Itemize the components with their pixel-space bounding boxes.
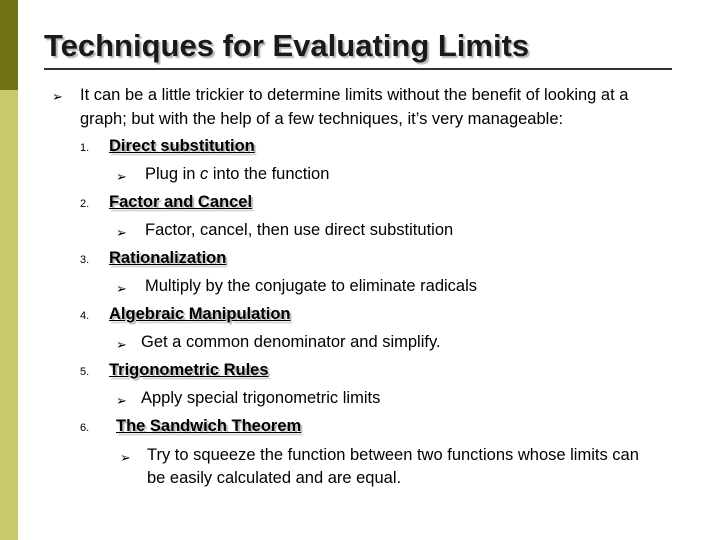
technique-direct-substitution: Direct substitution	[109, 137, 255, 155]
item-number: 5.	[80, 366, 90, 378]
arrow-bullet-icon: ➢	[116, 281, 127, 296]
technique-detail: Plug in c into the function	[145, 165, 330, 183]
item-number: 4.	[80, 310, 90, 322]
technique-trigonometric-rules: Trigonometric Rules	[109, 361, 269, 379]
technique-detail: Apply special trigonometric limits	[141, 389, 381, 407]
technique-algebraic-manipulation: Algebraic Manipulation	[109, 305, 291, 323]
accent-bar-bottom	[0, 90, 18, 540]
technique-factor-and-cancel: Factor and Cancel	[109, 193, 253, 211]
item-number: 6.	[80, 422, 90, 434]
technique-detail-line-2: be easily calculated and are equal.	[147, 469, 402, 487]
technique-detail-line-1: Try to squeeze the function between two functions whose limits can	[147, 446, 639, 464]
technique-rationalization: Rationalization	[109, 249, 227, 267]
item-number: 1.	[80, 142, 90, 154]
technique-sandwich-theorem: The Sandwich Theorem	[116, 417, 302, 435]
intro-line-1: It can be a little trickier to determine limits without the benefit of looking at a	[80, 86, 629, 104]
slide-title: Techniques for Evaluating Limits	[44, 28, 530, 63]
arrow-bullet-icon: ➢	[116, 393, 127, 408]
accent-bar-top	[0, 0, 18, 90]
arrow-bullet-icon: ➢	[116, 225, 127, 240]
arrow-bullet-icon: ➢	[52, 89, 63, 104]
technique-detail: Factor, cancel, then use direct substitution	[145, 221, 454, 239]
intro-line-2: graph; but with the help of a few techniques, it’s very manageable:	[80, 110, 564, 128]
arrow-bullet-icon: ➢	[120, 450, 131, 465]
technique-detail: Get a common denominator and simplify.	[141, 333, 441, 351]
item-number: 2.	[80, 198, 90, 210]
title-underline	[44, 68, 672, 70]
arrow-bullet-icon: ➢	[116, 337, 127, 352]
technique-detail: Multiply by the conjugate to eliminate radicals	[145, 277, 478, 295]
item-number: 3.	[80, 254, 90, 266]
arrow-bullet-icon: ➢	[116, 169, 127, 184]
